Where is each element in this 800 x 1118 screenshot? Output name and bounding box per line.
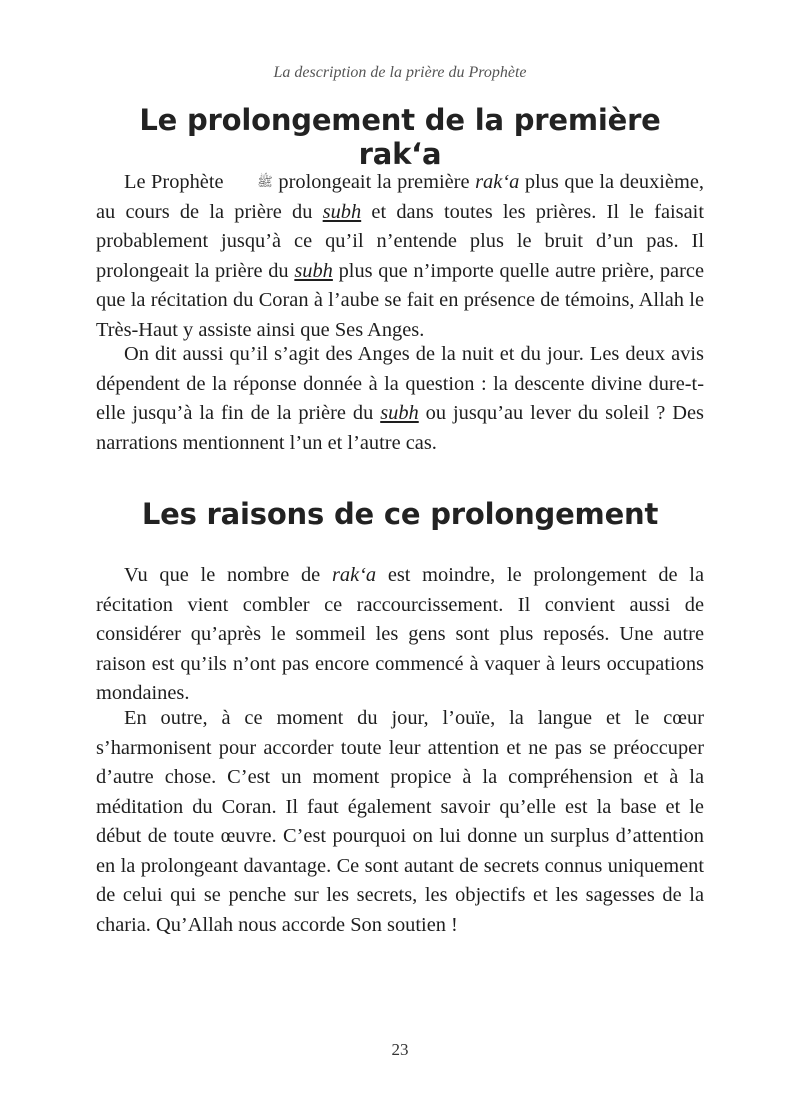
term-raka: rak‘a [475,171,520,193]
term-subh: subh [294,259,333,282]
paragraph-1-text-b: prolongeait la première [272,171,476,193]
section-title-reasons: Les raisons de ce prolongement [141,497,659,531]
paragraph-1-text-a: Le Prophète [124,171,224,193]
page-number: 23 [391,1040,409,1059]
book-page [96,0,704,1118]
paragraph-1 [96,167,704,345]
paragraph-1-text-d: et dans toutes les prières. Il le faisait probablement jusqu’à ce qu’il n’entende plus le bruit d’un pas. Il prolongeait la prière du [96,200,704,282]
pbuh-calligraphy-icon: ﷺ [257,174,273,189]
paragraph-1-text-c: plus que la deuxième, au cours de la prière du [96,171,704,223]
paragraph-2-text-a: On dit aussi qu’il s’agit des Anges de la nuit et du jour. Les deux avis dépendent de la réponse donnée à la question : la descente divine dure-t-elle jusqu’à la fin de la prière du [96,343,704,424]
paragraph-3-text-b: est moindre, le prolongement de la récitation vient combler ce raccourcissement. Il convient aussi de considérer qu’après le sommeil les gens sont plus reposés. Une autre raison est qu’ils n’ont pas encore commencé à vaquer à leurs occupations mondaines. [96,564,704,704]
running-header: La description de la prière du Prophète [273,64,527,81]
term-subh: subh [380,402,419,424]
paragraph-2-text-b: ou jusqu’au lever du soleil ? Des narrations mentionnent l’un et l’autre cas. [96,402,704,454]
paragraph-4: En outre, à ce moment du jour, l’ouïe, la langue et le cœur s’harmonisent pour accorder toute leur attention et ne pas se préoccuper d’autre chose. C’est un moment propice à la compréhension et à la méditation du Coran. Il faut également savoir qu’elle est la base et le début de toute œuvre. C’est pourquoi on lui donne un surplus d’attention en la prolongeant davantage. Ce sont autant de secrets connus uniquement de celui qui se penche sur les secrets, les objectifs et les sagesses de la charia. Qu’Allah nous accorde Son soutien ! [96,707,704,936]
term-raka: rak‘a [331,564,377,586]
paragraph-2 [96,340,704,458]
paragraph-1-text-e: plus que n’importe quelle autre prière, parce que la récitation du Coran à l’aube se fait en présence de témoins, Allah le Très-Haut y assiste ainsi que Ses Anges. [96,259,705,341]
term-subh: subh [322,200,362,223]
paragraph-3-text-a: Vu que le nombre de [124,564,332,586]
paragraph-3 [96,561,704,709]
section-title-first-raka: Le prolongement de la première rak‘a [139,103,661,171]
